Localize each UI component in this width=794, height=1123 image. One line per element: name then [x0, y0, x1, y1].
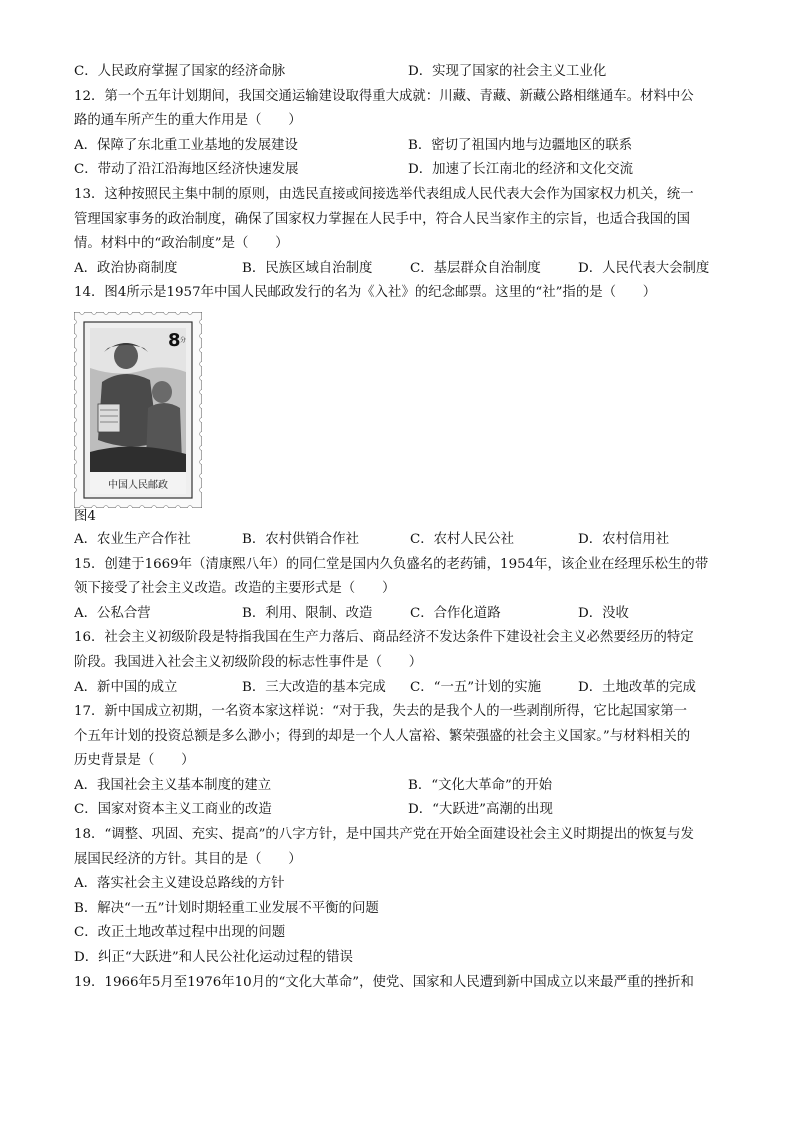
q12-option-d[interactable]: D．加速了长江南北的经济和文化交流 [408, 162, 633, 178]
q12-option-b[interactable]: B．密切了祖国内地与边疆地区的联系 [408, 137, 633, 153]
stamp-figure [74, 306, 724, 506]
stamp-caption: 中国人民邮政 [108, 479, 168, 491]
q19-stem-line-1: 19．1966年5月至1976年10月的“文化大革命”，使党、国家和人民遭到新中国成立以来最严重的挫折和 [74, 974, 694, 990]
q18-stem-line-2: 展国民经济的方针。其目的是（ ） [74, 851, 302, 867]
q14-option-d[interactable]: D．农村信用社 [578, 531, 670, 547]
q18-option-c[interactable]: C．改正土地改革过程中出现的问题 [74, 925, 286, 941]
q13-stem-line-2: 管理国家事务的政治制度，确保了国家权力掌握在人民手中，符合人民当家作主的宗旨，也适合我国的国 [74, 211, 690, 227]
q12-option-a[interactable]: A．保障了东北重工业基地的发展建设 [74, 137, 298, 153]
q14-option-a[interactable]: A．农业生产合作社 [74, 531, 191, 547]
q16-stem-line-2: 阶段。我国进入社会主义初级阶段的标志性事件是（ ） [74, 654, 423, 670]
q17-stem-line-2: 个五年计划的投资总额是多么渺小；得到的却是一个人人富裕、繁荣强盛的社会主义国家。”与材料相关的 [74, 728, 691, 744]
q12-stem-line-1: 12．第一个五年计划期间，我国交通运输建设取得重大成就：川藏、青藏、新藏公路相继通车。材料中公 [74, 88, 694, 104]
q16-option-a[interactable]: A．新中国的成立 [74, 679, 178, 695]
q11-option-d[interactable]: D．实现了国家的社会主义工业化 [408, 64, 607, 79]
q15-stem-line-2: 领下接受了社会主义改造。改造的主要形式是（ ） [74, 581, 396, 597]
q15-option-a[interactable]: A．公私合营 [74, 605, 151, 621]
q17-option-a[interactable]: A．我国社会主义基本制度的建立 [74, 777, 272, 793]
q15-option-b[interactable]: B．利用、限制、改造 [242, 605, 373, 621]
q14-option-b[interactable]: B．农村供销合作社 [242, 531, 359, 547]
q15-option-d[interactable]: D．没收 [578, 605, 629, 621]
q16-stem-line-1: 16．社会主义初级阶段是特指我国在生产力落后、商品经济不发达条件下建设社会主义必然要经历的特定 [74, 630, 694, 646]
q18-stem-line-1: 18．“调整、巩固、充实、提高”的八字方针，是中国共产党在开始全面建设社会主义时期提出的恢复与发 [74, 827, 694, 843]
q13-stem-line-1: 13．这种按照民主集中制的原则，由选民直接或间接选举代表组成人民代表大会作为国家权力机关，统一 [74, 186, 694, 202]
q13-stem-line-3: 情。材料中的“政治制度”是（ ） [74, 236, 289, 252]
q16-option-c[interactable]: C．“一五”计划的实施 [410, 679, 542, 695]
q13-option-c[interactable]: C．基层群众自治制度 [410, 260, 541, 276]
q14-stem-line-1: 14．图4所示是1957年中国人民邮政发行的名为《入社》的纪念邮票。这里的“社”指的是（ ） [74, 285, 657, 301]
q18-option-a[interactable]: A．落实社会主义建设总路线的方针 [74, 876, 285, 892]
q14-option-c[interactable]: C．农村人民公社 [410, 531, 514, 547]
figure-label: 图4 [74, 508, 96, 524]
q12-options-ab [74, 134, 724, 159]
q18-option-b[interactable]: B．解决“一五”计划时期轻重工业发展不平衡的问题 [74, 900, 379, 916]
q13-option-d[interactable]: D．人民代表大会制度 [578, 260, 710, 276]
q17-options-ab [74, 774, 724, 799]
q17-options-cd [74, 798, 724, 823]
q17-option-b[interactable]: B．“文化大革命”的开始 [408, 777, 553, 793]
q15-stem-line-1: 15．创建于1669年（清康熙八年）的同仁堂是国内久负盛名的老药铺，1954年，该企业在经理乐松生的带 [74, 556, 709, 572]
q16-option-d[interactable]: D．土地改革的完成 [578, 679, 696, 695]
q17-option-d[interactable]: D．“大跃进”高潮的出现 [408, 802, 553, 818]
q11-option-c[interactable]: C．人民政府掌握了国家的经济命脉 [74, 64, 286, 79]
q15-options [74, 602, 724, 627]
q12-stem-line-2: 路的通车所产生的重大作用是（ ） [74, 113, 302, 129]
q12-option-c[interactable]: C．带动了沿江沿海地区经济快速发展 [74, 162, 299, 178]
stamp-face-unit: 分 [180, 336, 187, 344]
q15-option-c[interactable]: C．合作化道路 [410, 605, 501, 621]
exam-page [74, 60, 724, 995]
q12-options-cd [74, 158, 724, 183]
stamp-face-value: 8 [168, 329, 181, 351]
q16-option-b[interactable]: B．三大改造的基本完成 [242, 679, 386, 695]
q17-stem-line-3: 历史背景是（ ） [74, 753, 195, 769]
q13-option-a[interactable]: A．政治协商制度 [74, 260, 178, 276]
q16-options [74, 676, 724, 701]
q13-option-b[interactable]: B．民族区域自治制度 [242, 260, 373, 276]
q14-options [74, 528, 724, 553]
q17-option-c[interactable]: C．国家对资本主义工商业的改造 [74, 802, 272, 818]
q11-options-cd [74, 60, 724, 85]
q17-stem-line-1: 17．新中国成立初期，一名资本家这样说：“对于我，失去的是我个人的一些剥削所得，它比起国家第一 [74, 704, 688, 720]
stamp-image [74, 312, 202, 508]
q18-option-d[interactable]: D．纠正“大跃进”和人民公社化运动过程的错误 [74, 950, 353, 966]
q13-options [74, 257, 724, 282]
